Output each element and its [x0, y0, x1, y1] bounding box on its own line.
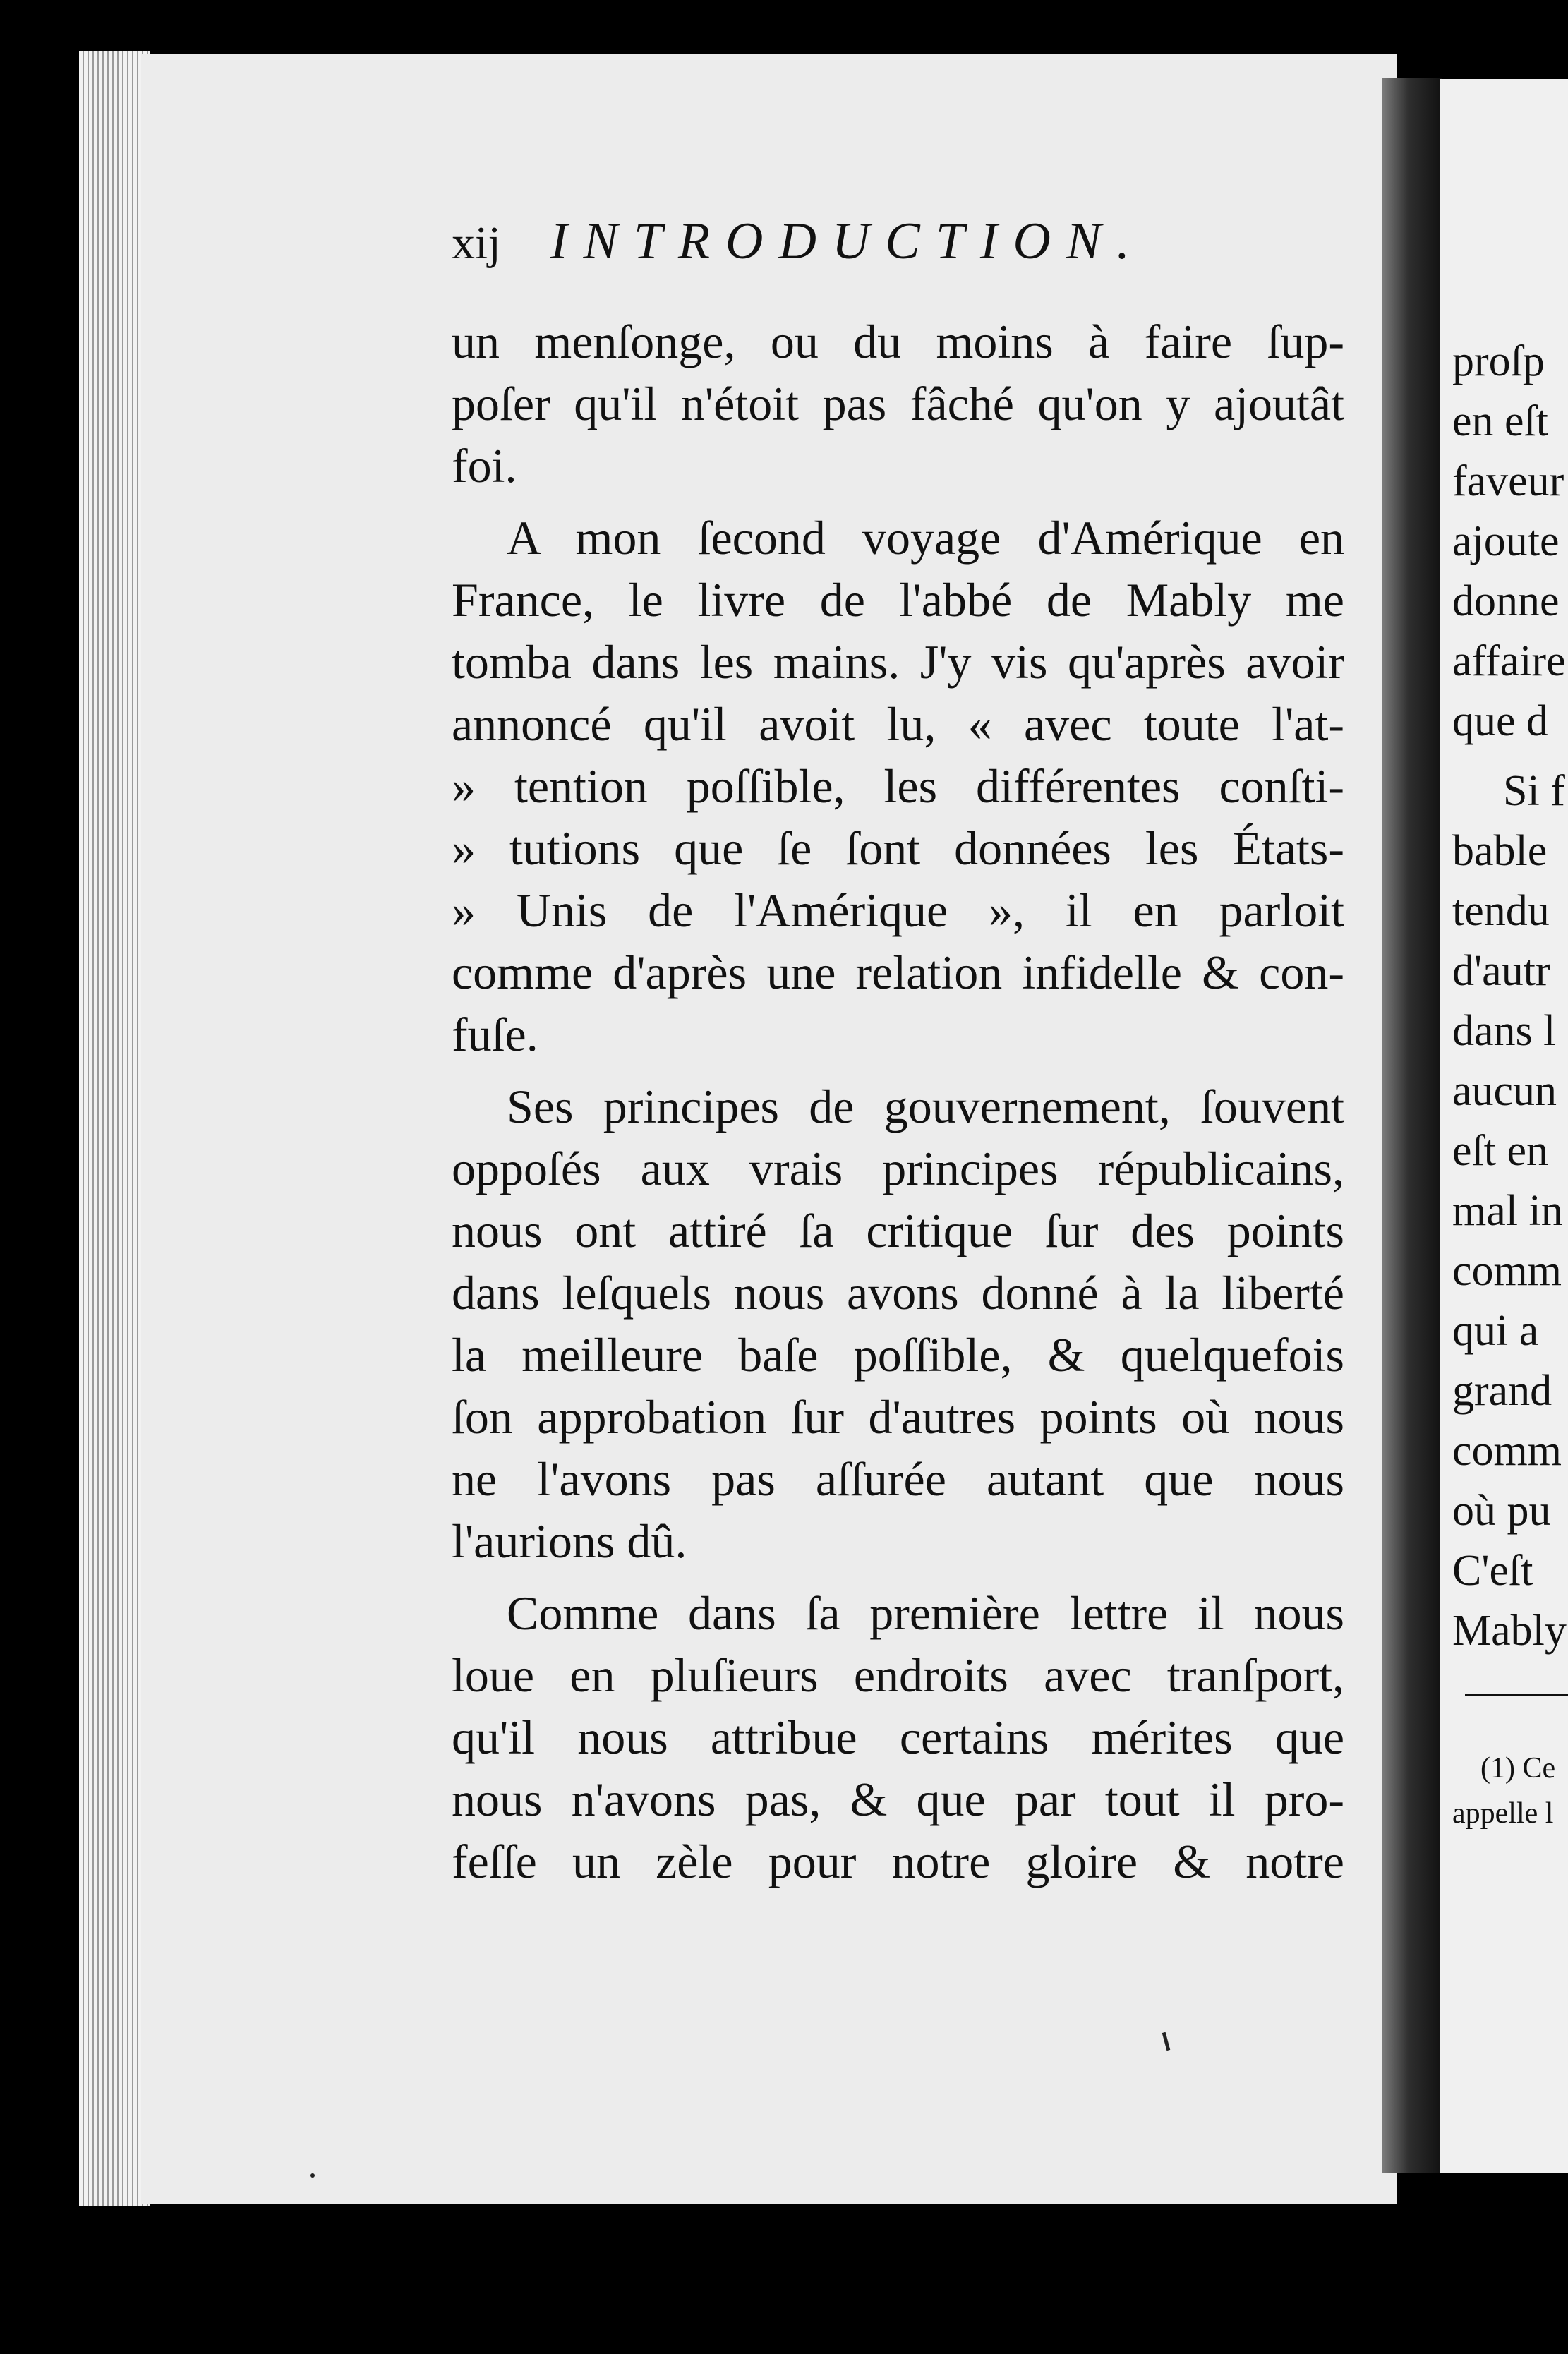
specks [310, 2173, 315, 2178]
text-line: un menſonge, ou du moins à faire ſup- [452, 315, 1344, 368]
text-line: foi. [452, 439, 517, 493]
text-line: » tutions que ſe ſont données les États- [452, 821, 1344, 875]
text-line: la meilleure baſe poſſible, & quelquefois [452, 1328, 1344, 1382]
page-header [452, 212, 1344, 310]
text-line: tendu [1452, 887, 1550, 935]
text-line: bable [1452, 827, 1548, 875]
paragraph-gap [452, 1572, 1344, 1582]
text-line: poſer qu'il n'étoit pas fâché qu'on y ajoutât [452, 377, 1344, 430]
text-line: affaire [1452, 637, 1566, 685]
text-line: annoncé qu'il avoit lu, « avec toute l'at- [452, 697, 1344, 751]
text-line: où pu [1452, 1487, 1551, 1535]
text-line: mal in [1452, 1187, 1563, 1235]
text-line: aucun [1452, 1067, 1557, 1115]
text-line: nous ont attiré ſa critique ſur des points [452, 1204, 1344, 1257]
text-line: que d [1452, 697, 1549, 745]
right-page-text [1452, 332, 1568, 1836]
right-body [1452, 332, 1568, 1661]
text-line: Mably [1452, 1607, 1567, 1655]
text-line: comme d'après une relation infidelle & con- [452, 946, 1344, 999]
running-title: INTRODUCTION. [550, 212, 1145, 270]
paragraph-gap [1452, 752, 1568, 761]
text-line: proſp [1452, 337, 1545, 385]
text-line: A mon ſecond voyage d'Amérique en [507, 511, 1344, 565]
text-line: grand [1452, 1367, 1552, 1415]
text-line: eſt en [1452, 1127, 1548, 1175]
text-line: qu'il nous attribue certains mérites que [452, 1710, 1344, 1764]
text-line: ſon approbation ſur d'autres points où nous [452, 1390, 1344, 1444]
footnotes [1452, 1746, 1568, 1836]
text-line: feſſe un zèle pour notre gloire & notre [452, 1835, 1344, 1888]
left-body [452, 310, 1344, 1893]
text-line: donne [1452, 577, 1560, 625]
text-line: » Unis de l'Amérique », il en parloit [452, 883, 1344, 937]
page-number: xij [452, 217, 501, 269]
footnote-line: (1) Ce [1480, 1752, 1556, 1785]
footnote-line: appelle l [1452, 1797, 1554, 1830]
left-page-text [452, 212, 1344, 1893]
text-line: comm [1452, 1427, 1562, 1475]
text-line: oppoſés aux vrais principes républicains, [452, 1142, 1344, 1195]
paragraph-gap [452, 497, 1344, 507]
footnote-rule [1465, 1694, 1568, 1696]
left-page-edges [79, 51, 150, 2206]
text-line: comm [1452, 1247, 1562, 1295]
text-line: nous n'avons pas, & que par tout il pro- [452, 1773, 1344, 1826]
text-line: C'eſt [1452, 1547, 1533, 1595]
text-line: Comme dans ſa première lettre il nous [507, 1586, 1344, 1640]
text-line: France, le livre de l'abbé de Mably me [452, 573, 1344, 627]
text-line: loue en pluſieurs endroits avec tranſport, [452, 1648, 1344, 1702]
text-line: qui a [1452, 1307, 1539, 1355]
text-line: dans leſquels nous avons donné à la liberté [452, 1266, 1344, 1320]
text-line: l'aurions dû. [452, 1514, 687, 1568]
text-line: faveur [1452, 457, 1564, 505]
text-line: fuſe. [452, 1008, 538, 1061]
text-line: Si f [1503, 767, 1565, 815]
text-line: en eſt [1452, 397, 1548, 445]
text-line: ajoute [1452, 517, 1560, 565]
text-line: ne l'avons pas aſſurée autant que nous [452, 1452, 1344, 1506]
book-gutter [1382, 78, 1442, 2173]
text-line: » tention poſſible, les différentes conſti- [452, 759, 1344, 813]
paragraph-gap [452, 1066, 1344, 1075]
text-line: d'autr [1452, 947, 1550, 995]
text-line: tomba dans les mains. J'y vis qu'après avoir [452, 635, 1344, 689]
text-line: Ses principes de gouvernement, ſouvent [507, 1080, 1344, 1133]
text-line: dans l [1452, 1007, 1556, 1055]
